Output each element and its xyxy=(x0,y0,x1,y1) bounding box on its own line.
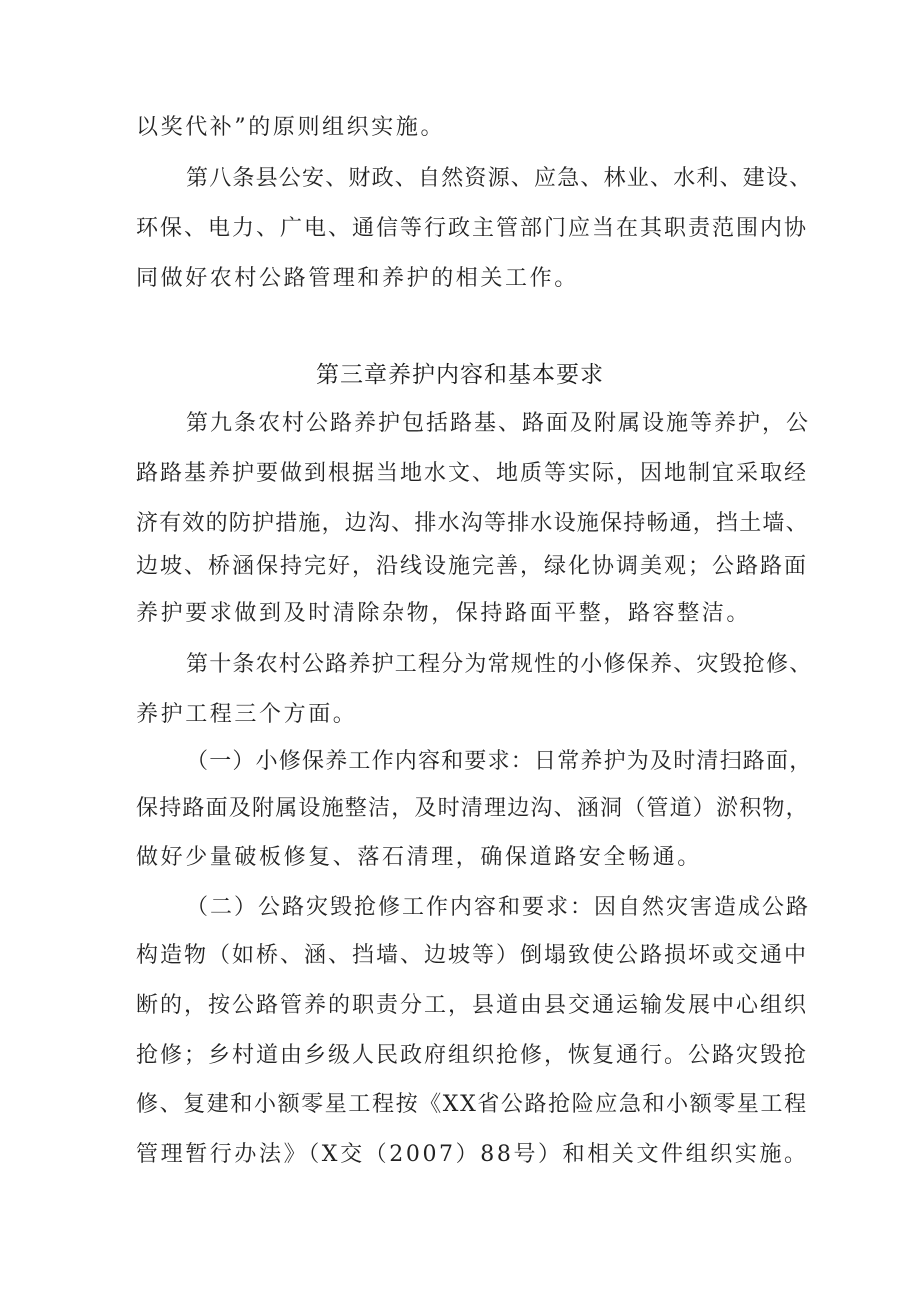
item-2-line-4: 抢修；乡村道由乡级人民政府组织抢修，恢复通行。公路灾毁抢 xyxy=(136,1043,809,1068)
article-10-line-1: 第十条农村公路养护工程分为常规性的小修保养、灾毁抢修、 xyxy=(186,652,813,677)
item-2-line-1: （二）公路灾毁抢修工作内容和要求：因自然灾害造成公路 xyxy=(186,895,811,920)
article-9-line-4: 边坡、桥涵保持完好，沿线设施完善，绿化协调美观；公路路面 xyxy=(136,554,809,579)
article-9-line-2: 路路基养护要做到根据当地水文、地质等实际，因地制宜采取经 xyxy=(136,461,809,486)
item-2-line-6: 管理暂行办法》（X交（2007）88号）和相关文件组织实施。 xyxy=(136,1142,809,1167)
article-8-line-3: 同做好农村公路管理和养护的相关工作。 xyxy=(136,266,579,291)
item-2-line-5: 修、复建和小额零星工程按《XX省公路抢险应急和小额零星工程 xyxy=(136,1092,808,1117)
item-1-line-3: 做好少量破板修复、落石清理，确保道路安全畅通。 xyxy=(136,845,702,870)
article-8-line-2: 环保、电力、广电、通信等行政主管部门应当在其职责范围内协 xyxy=(136,216,809,241)
article-8-line-1: 第八条县公安、财政、自然资源、应急、林业、水利、建设、 xyxy=(186,166,813,191)
article-9-line-3: 济有效的防护措施，边沟、排水沟等排水设施保持畅通，挡土墙、 xyxy=(136,511,809,536)
item-2-line-3: 断的，按公路管养的职责分工，县道由县交通运输发展中心组织 xyxy=(136,993,809,1018)
article-10-line-2: 养护工程三个方面。 xyxy=(136,702,358,727)
item-1-line-2: 保持路面及附属设施整洁，及时清理边沟、涵洞（管道）淤积物， xyxy=(136,796,809,821)
chapter-3-title: 第三章养护内容和基本要求 xyxy=(316,362,604,388)
article-9-line-1: 第九条农村公路养护包括路基、路面及附属设施等养护，公 xyxy=(186,411,811,436)
article-9-line-5: 养护要求做到及时清除杂物，保持路面平整，路容整洁。 xyxy=(136,601,752,626)
item-2-line-2: 构造物（如桥、涵、挡墙、边坡等）倒塌致使公路损坏或交通中 xyxy=(136,943,809,968)
intro-line-1: 以奖代补”的原则组织实施。 xyxy=(136,115,446,140)
item-1-line-1: （一）小修保养工作内容和要求：日常养护为及时清扫路面， xyxy=(186,749,813,774)
